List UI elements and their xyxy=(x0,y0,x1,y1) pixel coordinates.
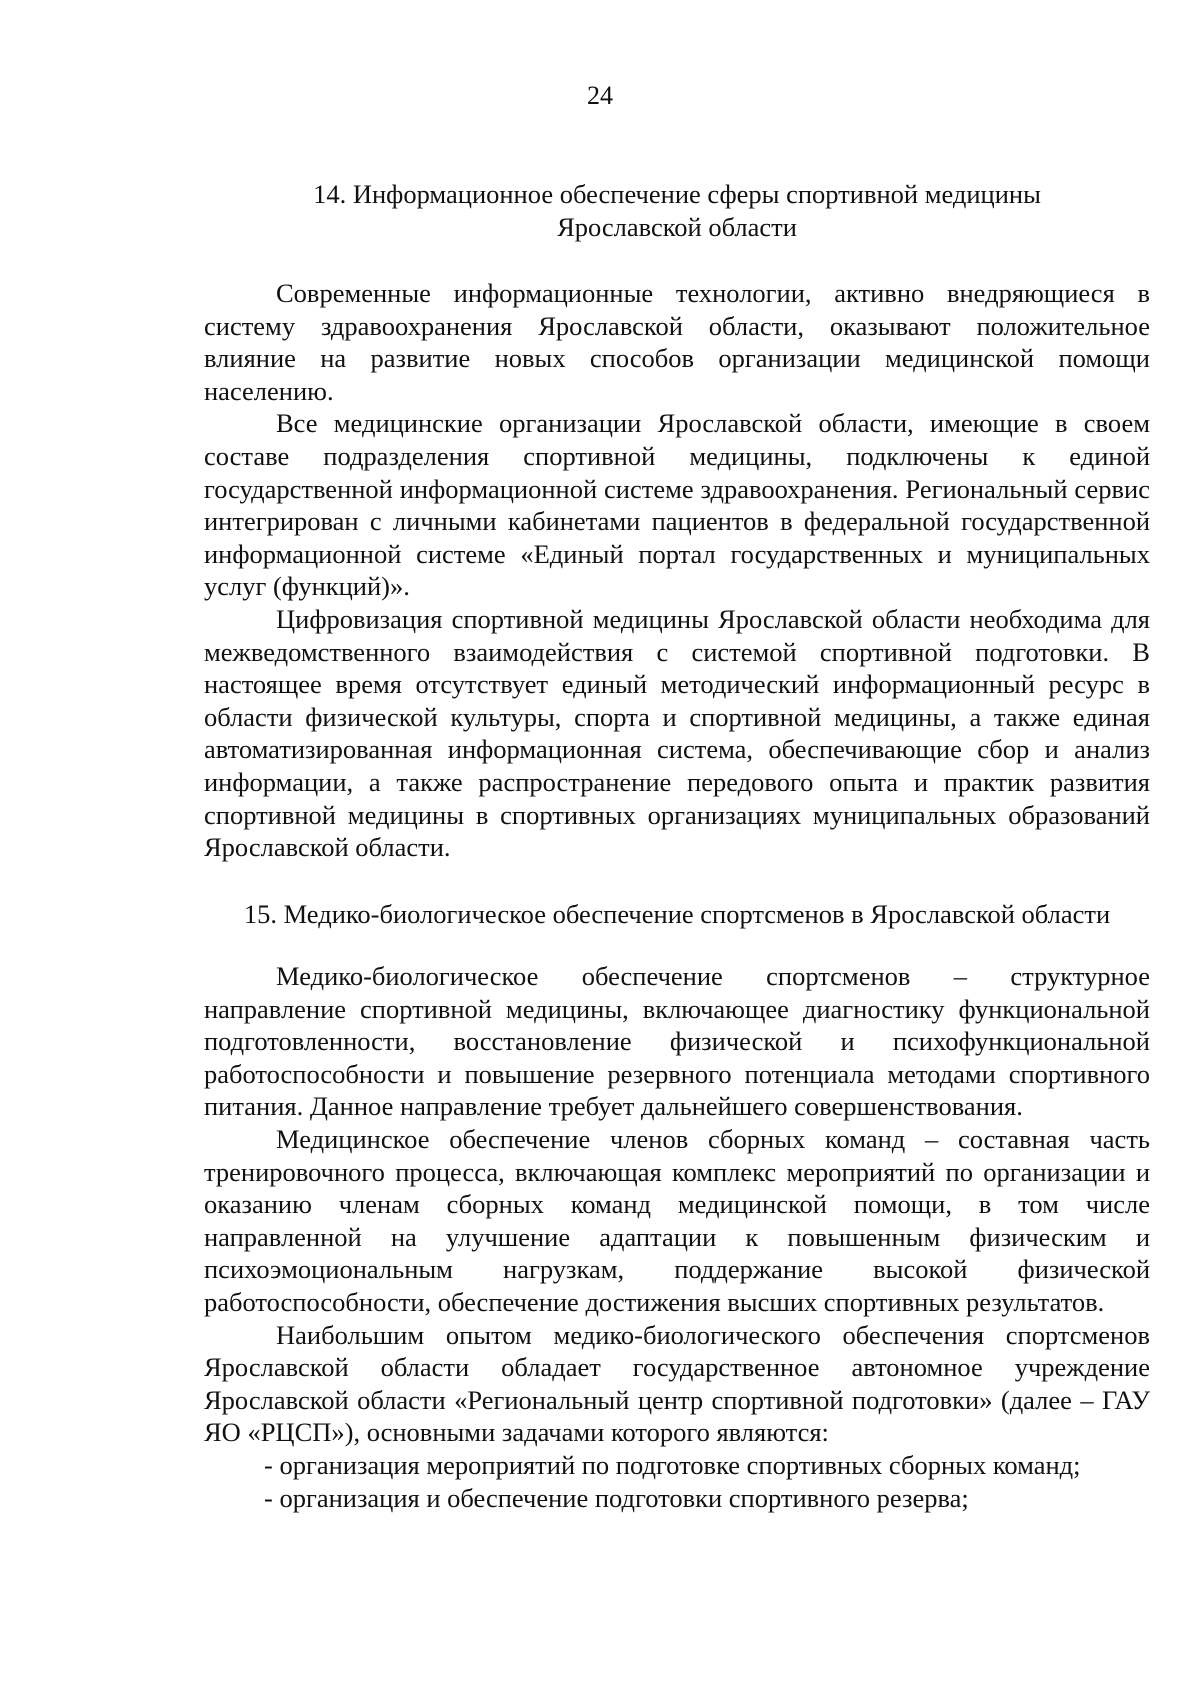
section-15-paragraph-3: Наибольшим опытом медико-биологического обеспечения спортсменов Ярославской области обладает государственное автономное учреждение Ярославской области «Региональный центр спортивной подготовки» (далее – ГАУ ЯО «РЦСП»), основными задачами которого являются: xyxy=(204,1319,1150,1448)
section-14-heading-line-1: 14. Информационное обеспечение сферы спортивной медицины xyxy=(313,179,1041,209)
page-number: 24 xyxy=(587,81,613,110)
section-14-heading xyxy=(204,178,1150,243)
section-14-body xyxy=(204,277,1150,864)
section-14-heading-line-2: Ярославской области xyxy=(557,211,797,242)
section-14-paragraph-2: Все медицинские организации Ярославской области, имеющие в своем составе подразделения спортивной медицины, подключены к единой государственной информационной системе здравоохранения. Региональный сервис интегрирован с личными кабинетами пациентов в федеральной государственной информационной системе «Единый портал государственных и муниципальных услуг (функций)». xyxy=(204,408,1150,602)
section-15-paragraph-2: Медицинское обеспечение членов сборных команд – составная часть тренировочного процесса, включающая комплекс мероприятий по организации и оказанию членам сборных команд медицинской помощи, в том числе направленной на улучшение адаптации к повышенным физическим и психоэмоциональным нагрузкам, поддержание высокой физической работоспособности, обеспечение достижения высших спортивных результатов. xyxy=(204,1123,1150,1317)
list-item: - организация и обеспечение подготовки спортивного резерва; xyxy=(264,1482,969,1513)
section-15-heading xyxy=(204,898,1150,931)
section-15-heading-text: 15. Медико-биологическое обеспечение спортсменов в Ярославской области xyxy=(243,899,1111,929)
section-14-paragraph-3: Цифровизация спортивной медицины Ярославской области необходима для межведомственного взаимодействия с системой спортивной подготовки. В настоящее время отсутствует единый методический информационный ресурс в области физической культуры, спорта и спортивной медицины, а также единая автоматизированная информационная система, обеспечивающие сбор и анализ информации, а также распространение передового опыта и практик развития спортивной медицины в спортивных организациях муниципальных образований Ярославской области. xyxy=(204,603,1150,863)
section-15-body xyxy=(204,960,1150,1514)
list-item: - организация мероприятий по подготовке спортивных сборных команд; xyxy=(264,1449,1081,1480)
section-14-paragraph-1: Современные информационные технологии, активно внедряющиеся в систему здравоохранения Ярославской области, оказывают положительное влияние на развитие новых способов организации медицинской помощи населению. xyxy=(204,278,1150,406)
section-15-paragraph-1: Медико-биологическое обеспечение спортсменов – структурное направление спортивной медицины, включающее диагностику функциональной подготовленности, восстановление физической и психофункциональной работоспособности и повышение резервного потенциала методами спортивного питания. Данное направление требует дальнейшего совершенствования. xyxy=(204,961,1150,1122)
